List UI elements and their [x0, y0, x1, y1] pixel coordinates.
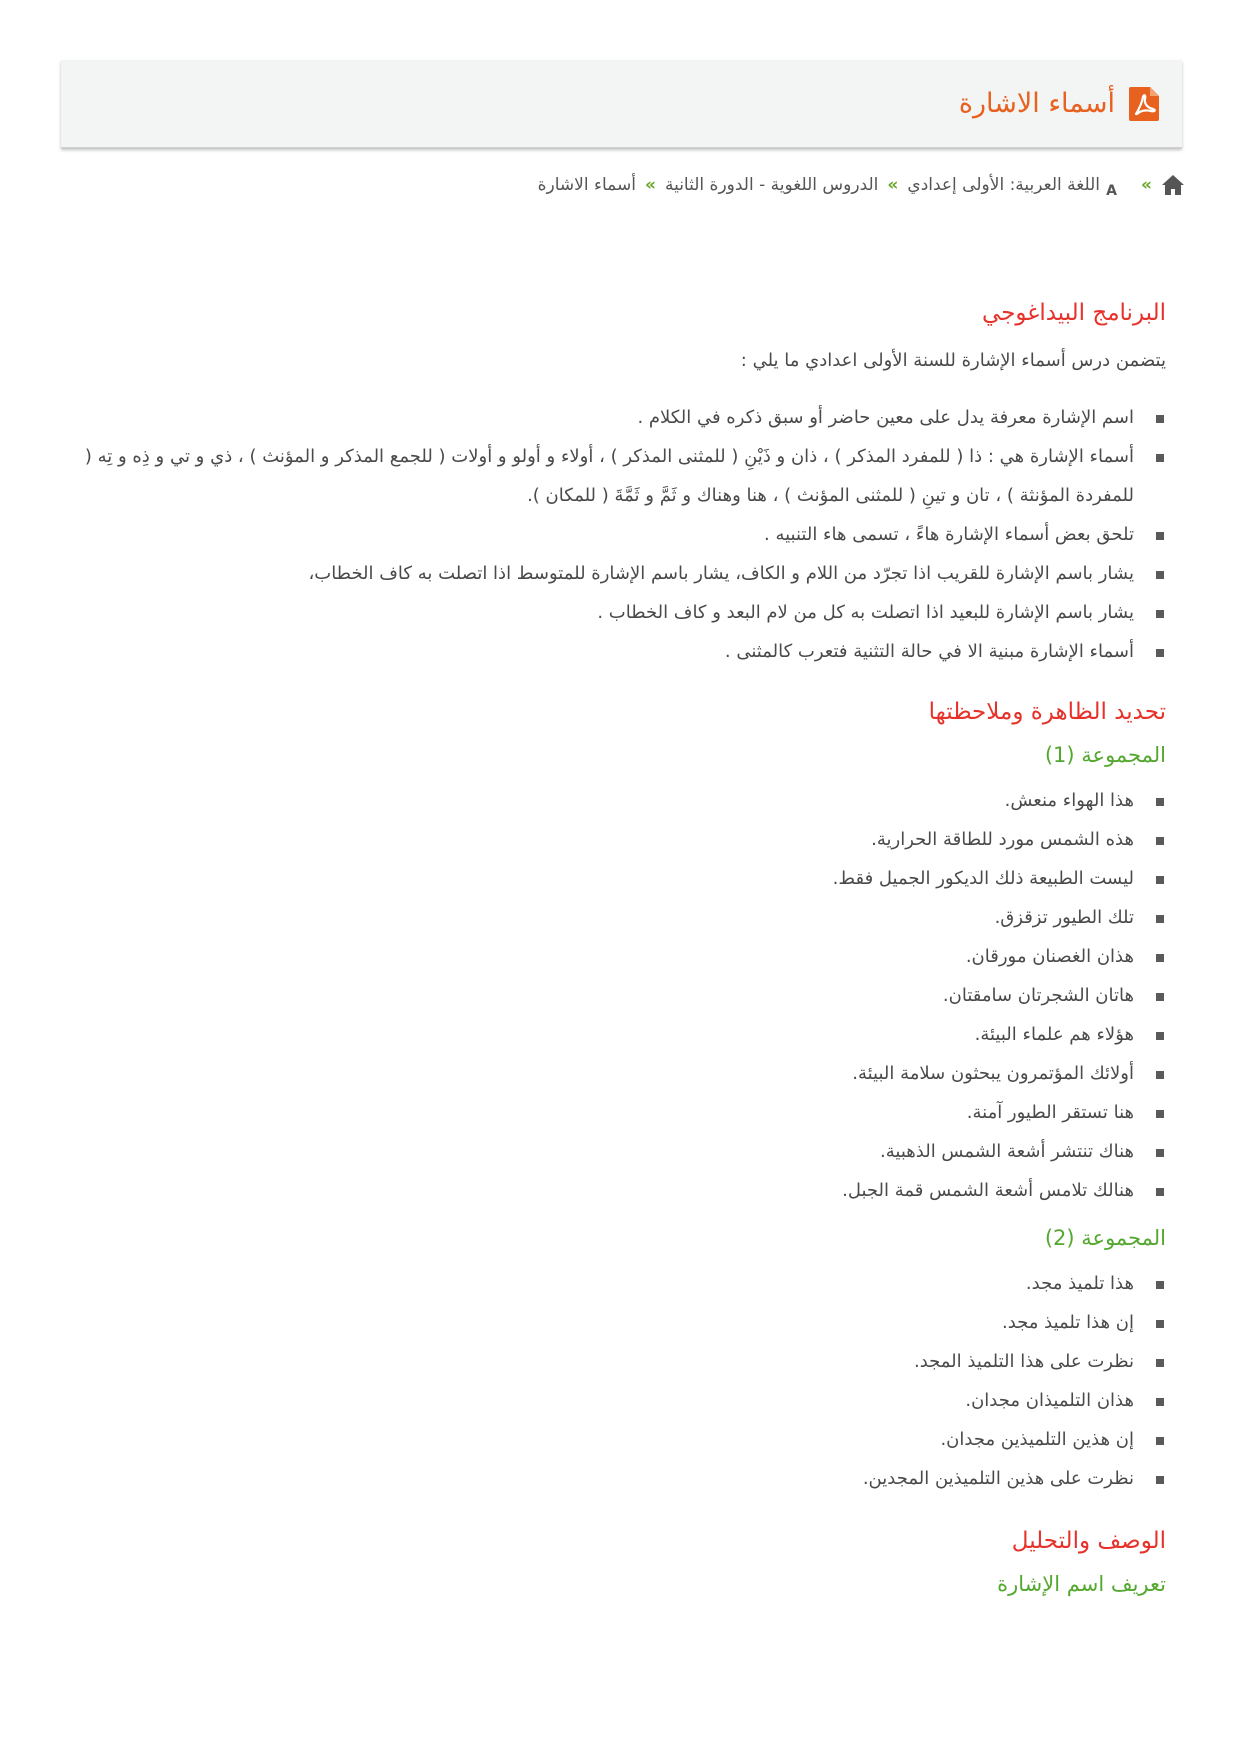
list-item: أسماء الإشارة هي : ذا ( للمفرد المذكر ) ، ذان و ذَيْنِ ( للمثنى المذكر ) ، أولاء و أولو و أولات ( للجمع المذكر و المؤنث ) ، ذي و تي و ذِه و تِه ( للمفردة المؤنثة ) ، تان و تينِ ( للمثنى المؤنث ) ، هنا وهناك و ثَمَّ و ثَمَّةَ ( للمكان ). — [66, 437, 1134, 515]
breadcrumb-item-current: أسماء الاشارة — [537, 175, 636, 195]
list-item: هذان الغصنان مورقان. — [66, 937, 1134, 976]
breadcrumb-separator: » — [887, 175, 899, 195]
list-item: هذا تلميذ مجد. — [66, 1264, 1134, 1303]
list-item: أولائك المؤتمرون يبحثون سلامة البيئة. — [66, 1054, 1134, 1093]
pdf-icon[interactable] — [1129, 87, 1159, 121]
list-item: نظرت على هذا التلميذ المجد. — [66, 1342, 1134, 1381]
list-item: نظرت على هذين التلميذين المجدين. — [66, 1459, 1134, 1498]
translate-icon — [1106, 173, 1132, 197]
breadcrumb-item-course[interactable] — [907, 173, 1132, 197]
list-item: ليست الطبيعة ذلك الديكور الجميل فقط. — [66, 859, 1134, 898]
breadcrumb-separator: » — [644, 175, 656, 195]
list-item: تلك الطيور تزقزق. — [66, 898, 1134, 937]
list-item: هذا الهواء منعش. — [66, 781, 1134, 820]
breadcrumb — [538, 168, 1185, 202]
group1-list — [66, 781, 1166, 1210]
group2-heading: المجموعة (2) — [1044, 1226, 1166, 1250]
page-title: أسماء الاشارة — [958, 88, 1115, 119]
list-item: هذان التلميذان مجدان. — [66, 1381, 1134, 1420]
section-heading-phenomenon: تحديد الظاهرة وملاحظتها — [928, 699, 1166, 725]
section-heading-program: البرنامج البيداغوجي — [982, 300, 1166, 326]
svg-text:A: A — [1106, 183, 1118, 197]
group1-heading: المجموعة (1) — [1044, 743, 1166, 767]
group2-list — [66, 1264, 1166, 1498]
list-item: هاتان الشجرتان سامقتان. — [66, 976, 1134, 1015]
list-item: هنا تستقر الطيور آمنة. — [66, 1093, 1134, 1132]
program-intro: يتضمن درس أسماء الإشارة للسنة الأولى اعدادي ما يلي : — [740, 350, 1166, 371]
breadcrumb-item-label: اللغة العربية: الأولى إعدادي — [907, 175, 1101, 195]
list-item: إن هذا تلميذ مجد. — [66, 1303, 1134, 1342]
list-item: هناك تنتشر أشعة الشمس الذهبية. — [66, 1132, 1134, 1171]
list-item: اسم الإشارة معرفة يدل على معين حاضر أو سبق ذكره في الكلام . — [66, 398, 1134, 437]
program-list — [66, 398, 1166, 671]
list-item: إن هذين التلميذين مجدان. — [66, 1420, 1134, 1459]
list-item: تلحق بعض أسماء الإشارة هاءً ، تسمى هاء التنبيه . — [66, 515, 1134, 554]
list-item: هذه الشمس مورد للطاقة الحرارية. — [66, 820, 1134, 859]
list-item: يشار باسم الإشارة للقريب اذا تجرّد من اللام و الكاف، يشار باسم الإشارة للمتوسط اذا اتصلت به كاف الخطاب، — [66, 554, 1134, 593]
section-heading-analysis: الوصف والتحليل — [1011, 1528, 1166, 1554]
breadcrumb-separator: » — [1141, 175, 1152, 195]
list-item: هؤلاء هم علماء البيئة. — [66, 1015, 1134, 1054]
list-item: يشار باسم الإشارة للبعيد اذا اتصلت به كل من لام البعد و كاف الخطاب . — [66, 593, 1134, 632]
list-item: هنالك تلامس أشعة الشمس قمة الجبل. — [66, 1171, 1134, 1210]
home-icon[interactable] — [1161, 174, 1185, 196]
list-item: أسماء الإشارة مبنية الا في حالة التثنية فتعرب كالمثنى . — [66, 632, 1134, 671]
title-bar — [61, 60, 1182, 148]
breadcrumb-item-lessons[interactable]: الدروس اللغوية - الدورة الثانية — [664, 175, 879, 195]
main-content — [66, 296, 1166, 1600]
analysis-subheading: تعريف اسم الإشارة — [997, 1572, 1166, 1596]
